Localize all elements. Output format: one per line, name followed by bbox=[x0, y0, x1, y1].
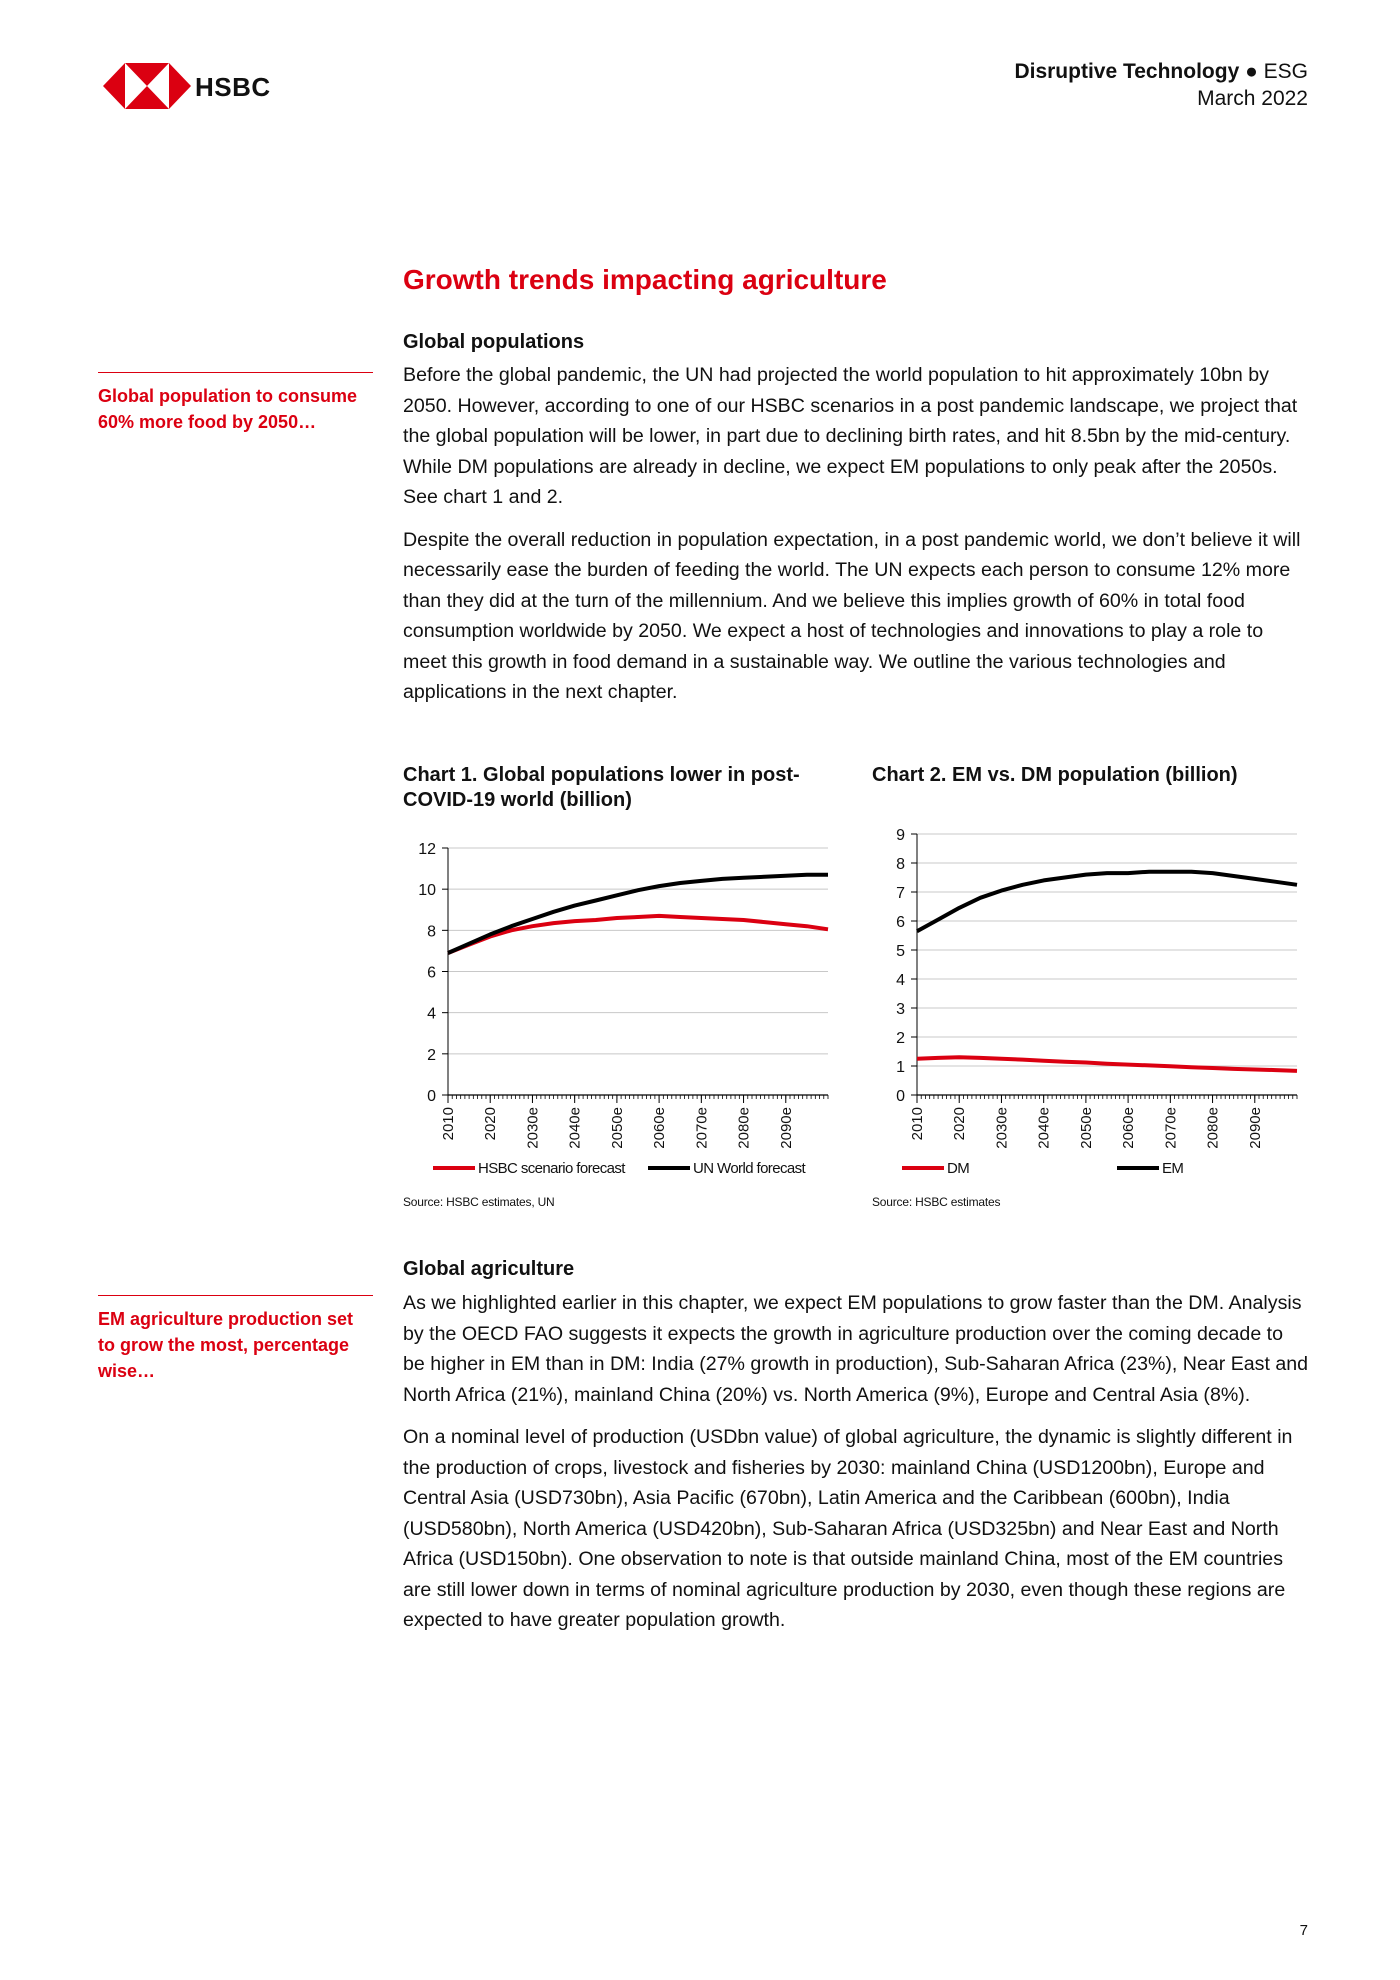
x-tick-label: 2050e bbox=[608, 1107, 626, 1149]
y-tick-label: 12 bbox=[418, 841, 436, 858]
sidenote-population: Global population to consume 60% more food by 2050… bbox=[98, 372, 373, 435]
x-tick-label: 2040e bbox=[566, 1107, 584, 1149]
bullet: ● bbox=[1245, 60, 1258, 83]
x-tick-label: 2050e bbox=[1077, 1107, 1095, 1149]
x-tick-label: 2030e bbox=[524, 1107, 542, 1149]
x-tick-label: 2070e bbox=[1162, 1107, 1180, 1149]
y-tick-label: 0 bbox=[427, 1088, 436, 1105]
paragraph: On a nominal level of production (USDbn value) of global agriculture, the dynamic is slightly different in the production of crops, livestock and fisheries by 2030: mainland China (USD1200bn), Europe and Central Asia (USD730bn), Asia Pacific (670bn), Latin America and the Caribbean (600bn), India (USD580bn), North America (USD420bn), Sub-Saharan Africa (USD325bn) and Near East and North Africa (USD150bn). One observation to note is that outside mainland China, most of the EM countries are still lower down in terms of nominal agriculture production by 2030, even though these regions are expected to have greater population growth. bbox=[403, 1426, 1293, 1631]
legend-label: HSBC scenario forecast bbox=[478, 1160, 625, 1177]
series-line-dm bbox=[917, 1057, 1297, 1071]
y-tick-label: 2 bbox=[427, 1046, 436, 1064]
series-line-un-world-forecast bbox=[448, 875, 828, 953]
topic-label: ESG bbox=[1263, 60, 1308, 83]
x-tick-label: 2020 bbox=[482, 1107, 500, 1141]
y-tick-label: 6 bbox=[427, 964, 436, 982]
x-tick-label: 2030e bbox=[993, 1107, 1011, 1149]
y-tick-label: 7 bbox=[896, 885, 905, 902]
series-line-hsbc-scenario-forecast bbox=[448, 916, 828, 953]
series-title: Disruptive Technology bbox=[1014, 60, 1240, 83]
section2-body bbox=[403, 1288, 1309, 1648]
sidenote-agriculture: EM agriculture production set to grow the most, percentage wise… bbox=[98, 1295, 373, 1384]
report-date: March 2022 bbox=[1197, 87, 1308, 110]
series-line-em bbox=[917, 872, 1297, 932]
y-tick-label: 8 bbox=[896, 856, 905, 873]
legend-label: DM bbox=[947, 1160, 970, 1177]
page-number: 7 bbox=[1299, 1922, 1308, 1939]
x-tick-label: 2040e bbox=[1035, 1107, 1053, 1149]
x-tick-label: 2080e bbox=[1204, 1107, 1222, 1149]
chart2-title: Chart 2. EM vs. DM population (billion) bbox=[872, 764, 1238, 786]
y-tick-label: 8 bbox=[427, 923, 436, 941]
y-tick-label: 3 bbox=[896, 1001, 905, 1018]
report-header bbox=[1014, 58, 1308, 112]
x-tick-label: 2010 bbox=[909, 1107, 926, 1141]
x-tick-label: 2020 bbox=[951, 1107, 969, 1141]
brand-name: HSBC bbox=[195, 72, 271, 102]
y-tick-label: 9 bbox=[896, 827, 905, 844]
chart2 bbox=[872, 820, 1312, 1190]
paragraph: As we highlighted earlier in this chapter, we expect EM populations to grow faster than the DM. Analysis by the OECD FAO suggests it expects the growth in agriculture production over the coming decade to be higher in EM than in DM: India (27% growth in production), Sub-Saharan Africa (23%), Near East and North Africa (21%), mainland China (20%) vs. North America (9%), Europe and Central Asia (8%). bbox=[403, 1292, 1309, 1406]
legend-label: EM bbox=[1162, 1160, 1184, 1177]
x-tick-label: 2060e bbox=[1120, 1107, 1138, 1149]
y-tick-label: 0 bbox=[896, 1088, 905, 1105]
y-tick-label: 4 bbox=[427, 1005, 436, 1023]
paragraph: Despite the overall reduction in population expectation, in a post pandemic world, we don’t believe it will necessarily ease the burden of feeding the world. The UN expects each person to consume 12% more than they did at the turn of the millennium. And we believe this implies growth of 60% in total food consumption worldwide by 2050. We expect a host of technologies and innovations to play a role to meet this growth in food demand in a sustainable way. We outline the various technologies and applications in the next chapter. bbox=[403, 528, 1301, 703]
heading-global-agriculture: Global agriculture bbox=[403, 1258, 575, 1280]
section-title: Growth trends impacting agriculture bbox=[403, 264, 887, 295]
chart1-title: Chart 1. Global populations lower in post-COVID-19 world (billion) bbox=[403, 764, 800, 811]
y-tick-label: 1 bbox=[896, 1059, 905, 1076]
legend-label: UN World forecast bbox=[693, 1160, 806, 1177]
x-tick-label: 2010 bbox=[440, 1107, 457, 1141]
paragraph: Before the global pandemic, the UN had projected the world population to hit approximately 10bn by 2050. However, according to one of our HSBC scenarios in a post pandemic landscape, we project that the global population will be lower, in part due to declining birth rates, and hit 8.5bn by the mid-century. While DM populations are already in decline, we expect EM populations to only peak after the 2050s. See chart 1 and 2. bbox=[403, 364, 1298, 508]
y-tick-label: 4 bbox=[896, 972, 905, 989]
x-tick-label: 2080e bbox=[735, 1107, 753, 1149]
y-tick-label: 5 bbox=[896, 943, 905, 960]
x-tick-label: 2090e bbox=[1246, 1107, 1264, 1149]
y-tick-label: 6 bbox=[896, 914, 905, 931]
y-tick-label: 2 bbox=[896, 1030, 905, 1047]
section1-body bbox=[403, 360, 1309, 720]
x-tick-label: 2060e bbox=[651, 1107, 669, 1149]
chart2-source: Source: HSBC estimates bbox=[872, 1195, 1001, 1209]
heading-global-populations: Global populations bbox=[403, 331, 585, 353]
chart1 bbox=[403, 820, 843, 1190]
x-tick-label: 2070e bbox=[693, 1107, 711, 1149]
y-tick-label: 10 bbox=[418, 882, 436, 900]
x-tick-label: 2090e bbox=[777, 1107, 795, 1149]
chart1-source: Source: HSBC estimates, UN bbox=[403, 1195, 555, 1209]
